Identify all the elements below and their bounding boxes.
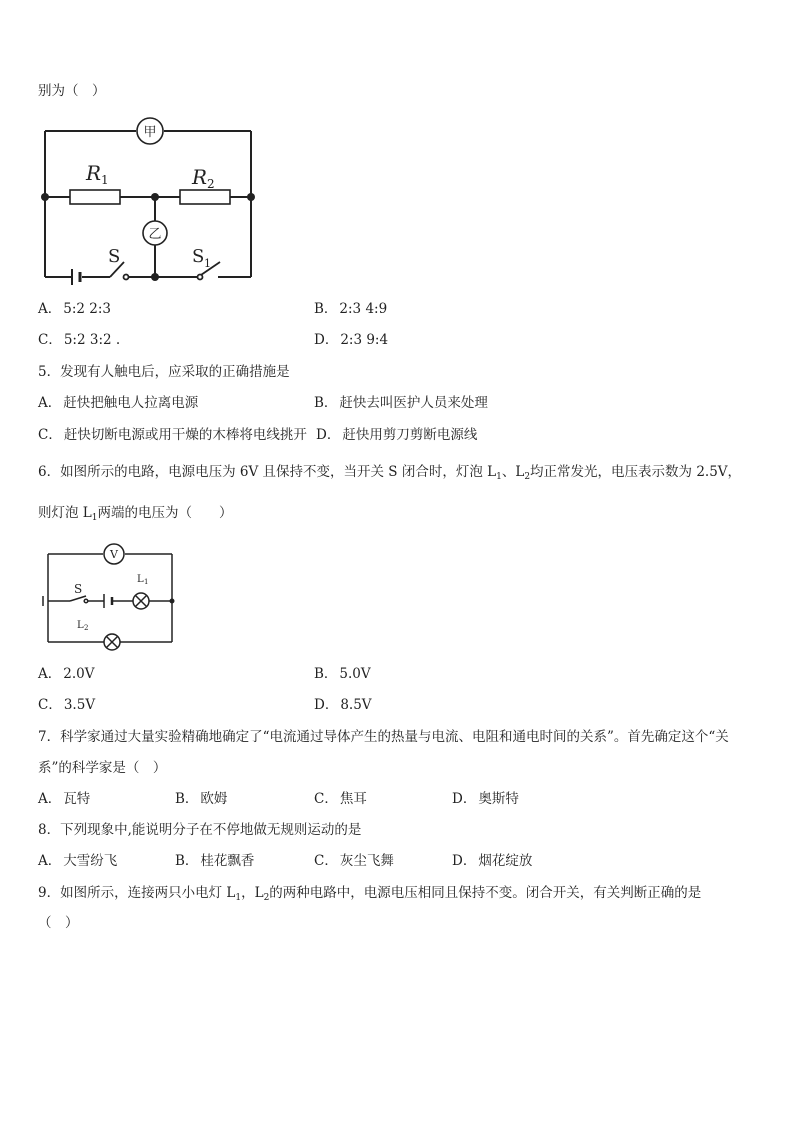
meter-yi-label: 乙 [148, 227, 162, 242]
lamp-l1-label: L [137, 574, 144, 585]
q6-switch-label: S [74, 582, 83, 596]
switch-s1-sub: 1 [204, 257, 211, 270]
q6-option-c[interactable]: C． 3.5V [38, 697, 96, 713]
q6-option-a[interactable]: A． 2.0V [38, 666, 95, 682]
q8-option-a[interactable]: A． 大雪纷飞 [38, 853, 118, 869]
q8-option-b[interactable]: B． 桂花飘香 [175, 853, 255, 869]
r1-label: R [86, 161, 102, 185]
r1-sub: 1 [101, 173, 109, 187]
q8-option-c[interactable]: C． 灰尘飞舞 [314, 853, 394, 869]
q4-option-b[interactable]: B． 2:3 4:9 [314, 301, 388, 317]
q7-option-a[interactable]: A． 瓦特 [38, 791, 91, 807]
meter-jia-label: 甲 [143, 125, 157, 140]
q7-option-b[interactable]: B． 欧姆 [175, 791, 228, 807]
q5-option-d[interactable]: D． 赶快用剪刀剪断电源线 [316, 427, 478, 443]
lamp-l2-icon [104, 634, 120, 650]
lamp-l1-sub: 1 [144, 578, 149, 586]
r2-label: R [192, 165, 208, 189]
q9-stem-line2: （ ） [38, 915, 79, 931]
lamp-l1-icon [133, 593, 149, 609]
q5-stem: 5．发现有人触电后，应采取的正确措施是 [38, 364, 290, 380]
r2-sub: 2 [207, 177, 215, 191]
switch-s1-label: S [192, 246, 205, 267]
q7-stem-line1: 7．科学家通过大量实验精确地确定了“电流通过导体产生的热量与电流、电阻和通电时间的关系”。首先确定这个“关 [38, 729, 729, 745]
q4-option-a[interactable]: A． 5:2 2:3 [38, 301, 111, 317]
q7-option-d[interactable]: D． 奥斯特 [452, 791, 519, 807]
q6-switch-icon [70, 596, 88, 603]
q4-option-c[interactable]: C． 5:2 3:2 . [38, 332, 121, 348]
q5-option-a[interactable]: A． 赶快把触电人拉离电源 [38, 395, 199, 411]
voltmeter-icon [104, 544, 124, 564]
q6-stem-line1: 6．如图所示的电路，电源电压为 6V 且保持不变，当开关 S 闭合时，灯泡 $L_1$、$L_2$均正常发光，电压表示数为 2.5V， [38, 464, 742, 482]
q6-option-d[interactable]: D． 8.5V [314, 697, 372, 713]
q8-stem: 8．下列现象中,能说明分子在不停地做无规则运动的是 [38, 822, 362, 838]
q6-stem-line2: 则灯泡 $L_1$两端的电压为（ ） [38, 505, 233, 523]
q6-battery-icon [104, 594, 112, 608]
q9-stem-line1: 9．如图所示，连接两只小电灯 $L_1$，$L_2$的两种电路中，电源电压相同且保持不变。闭合开关，有关判断正确的是 [38, 885, 702, 903]
q5-option-c[interactable]: C． 赶快切断电源或用干燥的木棒将电线挑开 [38, 427, 307, 443]
q6-option-b[interactable]: B． 5.0V [314, 666, 371, 682]
q4-option-d[interactable]: D． 2:3 9:4 [314, 332, 389, 348]
q7-option-c[interactable]: C． 焦耳 [314, 791, 367, 807]
switch-s-label: S [108, 246, 121, 267]
lamp-l2-sub: 2 [84, 624, 89, 632]
voltmeter-label: V [110, 548, 118, 561]
q5-option-b[interactable]: B． 赶快去叫医护人员来处理 [314, 395, 488, 411]
lamp-l2-label: L [77, 620, 84, 631]
q8-option-d[interactable]: D． 烟花绽放 [452, 853, 533, 869]
q7-stem-line2: 系”的科学家是（ ） [38, 760, 167, 776]
q4-stem-tail: 别为（ ） [38, 83, 106, 99]
